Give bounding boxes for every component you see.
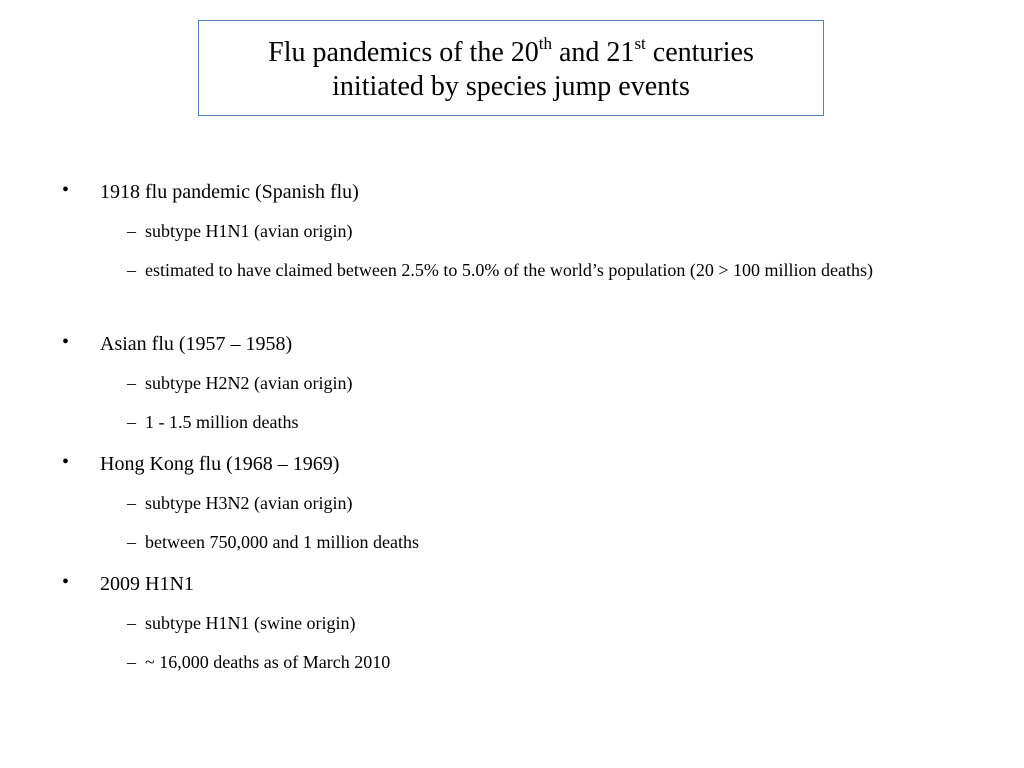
sub-item: estimated to have claimed between 2.5% to 5.0% of the world’s population (20 > 100 million deaths)	[145, 260, 873, 280]
bullet-icon: •	[62, 451, 70, 473]
title-superscript-st: st	[634, 34, 646, 53]
section-heading-asian-flu: Asian flu (1957 – 1958)	[100, 333, 293, 355]
title-superscript-th: th	[538, 34, 552, 53]
sub-item: subtype H1N1 (avian origin)	[145, 221, 353, 241]
sub-item: subtype H1N1 (swine origin)	[145, 613, 356, 633]
bullet-icon: •	[62, 179, 70, 201]
sub-item: subtype H3N2 (avian origin)	[145, 493, 353, 513]
bullet-icon: •	[62, 571, 70, 593]
dash-icon: –	[127, 412, 136, 432]
bullet-icon: •	[62, 331, 70, 353]
title-text-part-3: centuries	[645, 37, 754, 68]
dash-icon: –	[127, 493, 136, 513]
title-line-2: initiated by species jump events	[332, 71, 690, 102]
dash-icon: –	[127, 260, 136, 280]
dash-icon: –	[127, 221, 136, 241]
dash-icon: –	[127, 613, 136, 633]
title-text-part-1: Flu pandemics of the 20	[268, 37, 539, 68]
section-heading-spanish-flu: 1918 flu pandemic (Spanish flu)	[100, 181, 359, 203]
sub-item: ~ 16,000 deaths as of March 2010	[145, 652, 391, 672]
sub-item: between 750,000 and 1 million deaths	[145, 532, 419, 552]
section-heading-hong-kong-flu: Hong Kong flu (1968 – 1969)	[100, 453, 340, 475]
section-heading-2009-h1n1: 2009 H1N1	[100, 573, 194, 595]
dash-icon: –	[127, 373, 136, 393]
sub-item: subtype H2N2 (avian origin)	[145, 373, 353, 393]
sub-item: 1 - 1.5 million deaths	[145, 412, 299, 432]
title-text-part-2: and 21	[552, 37, 635, 68]
dash-icon: –	[127, 532, 136, 552]
dash-icon: –	[127, 652, 136, 672]
